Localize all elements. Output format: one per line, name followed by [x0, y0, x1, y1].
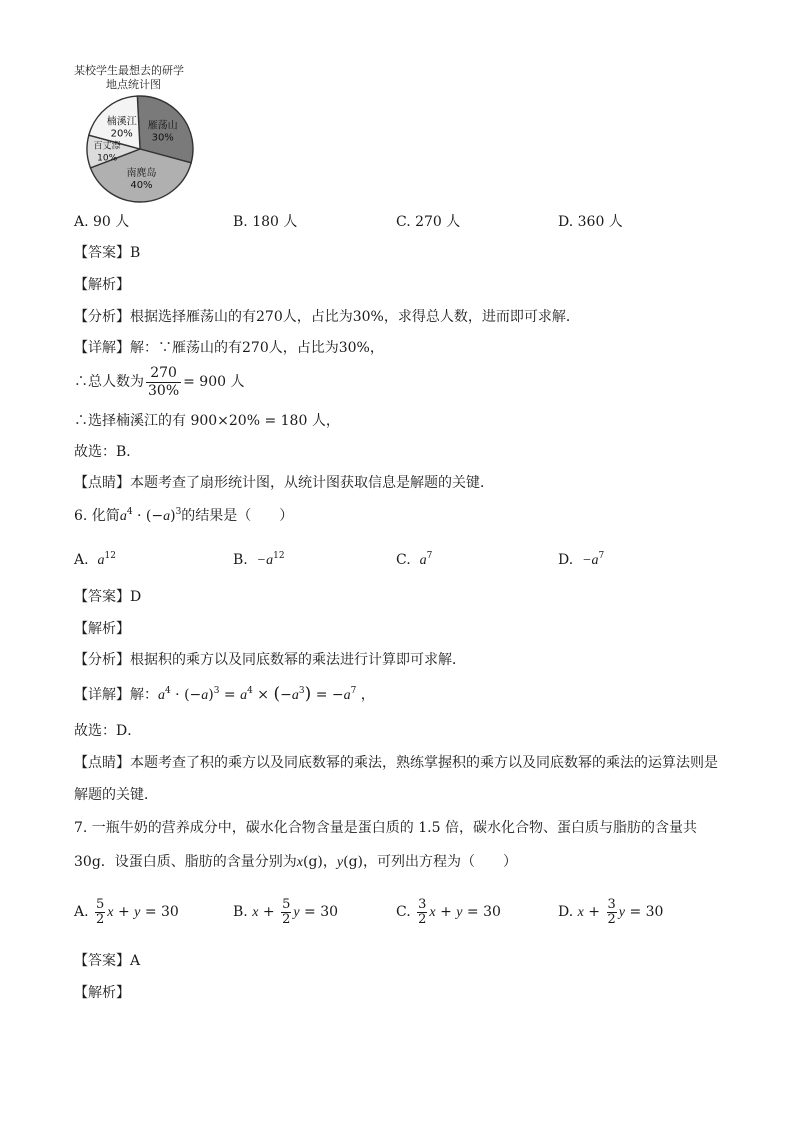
- pie-pct-3: 20%: [110, 128, 133, 140]
- q7-option-a-label: A.: [74, 904, 89, 920]
- q7-option-d[interactable]: D. x + $\frac{3}{2}$ y = 30: [558, 896, 664, 927]
- figure-title-line2: 地点统计图: [106, 78, 161, 91]
- q6-option-d-base: −a: [582, 553, 599, 568]
- q5-fenxi: 【分析】根据选择雁荡山的有270人，占比为30%，求得总人数，进而即可求解．: [74, 309, 580, 325]
- q6-option-c-base: a: [419, 553, 427, 568]
- q7-jiexi: 【解析】: [74, 985, 130, 1001]
- q5-fraction-denominator: 30%: [148, 382, 180, 399]
- q6-answer: 【答案】D: [74, 589, 142, 605]
- pie-label-3: 楠溪江: [106, 116, 137, 128]
- q6-option-b-base: −a: [256, 553, 274, 568]
- q5-dianjing: 【点睛】本题考查了扇形统计图，从统计图获取信息是解题的关键．: [74, 475, 494, 491]
- q6-option-b-label: B.: [233, 552, 248, 568]
- pie-chart: [74, 62, 206, 204]
- q6-option-d-label: D.: [558, 552, 574, 568]
- q6-xiangjie-prefix: 【详解】解：: [74, 687, 158, 703]
- q5-option-b[interactable]: B. 180 人: [233, 214, 298, 230]
- q6-xiangjie: 【详解】解：$a^4 \cdot (-a)^3 = a^4 \times (-a^3) = -a^7$ ，: [74, 684, 375, 704]
- q7-option-b-label: B.: [233, 904, 248, 920]
- q6-option-c-label: C.: [396, 552, 411, 568]
- q7-option-c-label: C.: [396, 904, 411, 920]
- q6-option-c[interactable]: [396, 550, 432, 571]
- q5-step1: [74, 362, 244, 402]
- q6-option-a-exp: 12: [104, 551, 116, 561]
- q5-fraction: [146, 365, 181, 400]
- q7-option-b[interactable]: B. x + $\frac{5}{2}$ y = 30: [233, 896, 339, 927]
- q6-option-a-base: a: [97, 553, 105, 568]
- pie-pct-0: 30%: [151, 132, 174, 144]
- q7-stem-line2-sep: ，: [322, 854, 337, 870]
- q6-option-a[interactable]: [74, 550, 116, 571]
- q5-option-a[interactable]: A. 90 人: [74, 214, 130, 230]
- q5-option-c[interactable]: C. 270 人: [396, 214, 461, 230]
- q6-dianjing-line1: 【点睛】本题考查了积的乘方以及同底数幂的乘法，熟练掌握积的乘方以及同底数幂的乘法的运算法则是: [74, 755, 718, 771]
- pie-pct-1: 40%: [130, 180, 153, 192]
- q5-fraction-numerator: 270: [146, 365, 181, 383]
- q7-option-a[interactable]: A. $\frac{5}{2}$ x + y = 30: [74, 896, 179, 927]
- q6-option-d-exp: 7: [598, 551, 605, 561]
- q6-stem-suffix: 的结果是（ ）: [181, 508, 294, 524]
- q5-step1-prefix: ∴总人数为: [74, 374, 144, 390]
- q7-option-c[interactable]: C. $\frac{3}{2}$ x + y = 30: [396, 896, 501, 927]
- q6-option-b-exp: 12: [273, 551, 285, 561]
- q5-jiexi: 【解析】: [74, 277, 130, 293]
- pie-chart-figure: [74, 62, 206, 204]
- q6-dianjing-line2: 解题的关键．: [74, 787, 158, 803]
- q7-stem-line2-suffix: ，可列出方程为（ ）: [363, 854, 517, 870]
- pie-label-0: 雁荡山: [147, 120, 178, 132]
- figure-title-line1: 某校学生最想去的研学: [74, 64, 184, 77]
- q5-step1-suffix: = 900 人: [183, 374, 245, 390]
- q6-jiexi: 【解析】: [74, 621, 130, 637]
- q6-option-a-label: A.: [74, 552, 89, 568]
- q5-answer: 【答案】B: [74, 245, 141, 261]
- pie-pct-2: 10%: [97, 153, 118, 164]
- q6-option-d[interactable]: [558, 550, 604, 571]
- q5-option-d[interactable]: D. 360 人: [558, 214, 623, 230]
- q6-fenxi: 【分析】根据积的乘方以及同底数幂的乘法进行计算即可求解．: [74, 652, 466, 668]
- q6-option-b[interactable]: [233, 550, 285, 571]
- q6-stem-prefix: 6. 化简: [74, 508, 120, 524]
- q5-step2: ∴选择楠溪江的有 900×20% = 180 人，: [74, 413, 340, 429]
- q7-stem-line2-prefix: 30g．设蛋白质、脂肪的含量分别为: [74, 854, 297, 870]
- q5-xiangjie: 【详解】解：∵雁荡山的有270人，占比为30%，: [74, 340, 384, 356]
- q7-answer: 【答案】A: [74, 953, 141, 969]
- q7-stem-line2: 30g．设蛋白质、脂肪的含量分别为x(g)，y(g)，可列出方程为（ ）: [74, 854, 517, 870]
- q5-guxuan: 故选：B．: [74, 444, 141, 460]
- pie-label-2: 百丈漈: [93, 141, 121, 152]
- q7-stem-line1: 7. 一瓶牛奶的营养成分中，碳水化合物含量是蛋白质的 1.5 倍，碳水化合物、蛋白质与脂肪的含量共: [74, 820, 697, 836]
- q7-option-d-label: D.: [558, 904, 574, 920]
- q6-guxuan: 故选：D．: [74, 723, 142, 739]
- q6-option-c-exp: 7: [426, 551, 433, 561]
- pie-label-1: 南麂岛: [126, 168, 157, 180]
- q6-stem: 6. 化简$a^4 \cdot (-a)^3$的结果是（ ）: [74, 507, 294, 524]
